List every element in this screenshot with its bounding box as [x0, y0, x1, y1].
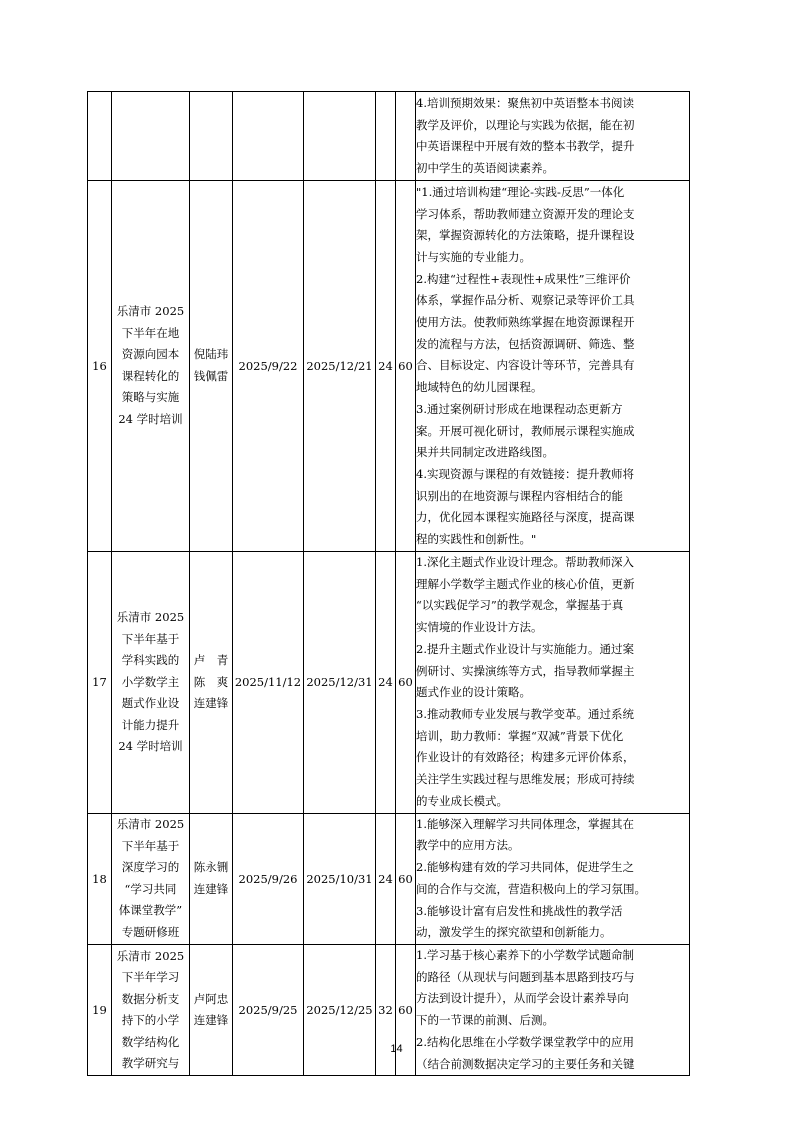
goal-line: 作业设计的有效路径；构建多元评价体系， [416, 750, 635, 765]
teacher-name: 卢阿忠 [193, 991, 229, 1006]
row-number-cell-text: 17 [92, 675, 107, 690]
capacity-cell [396, 944, 416, 1075]
goals-cell [416, 92, 690, 181]
goal-line: 1.学习基于核心素养下的小学数学试题命制 [416, 947, 634, 962]
goal-line: 理解小学数学主题式作业的核心价值，更新 [416, 576, 635, 591]
start-date-cell-text: 2025/11/12 [234, 675, 302, 690]
goal-line: 例研讨、实操演练等方式，指导教师掌握主 [416, 663, 635, 678]
capacity-cell [396, 92, 416, 181]
row-number-cell-text: 19 [92, 1003, 107, 1018]
teacher-name: 倪陆玮 [193, 347, 229, 362]
course-name-line: 学科实践的 [121, 653, 180, 668]
row-number-cell-text: 16 [92, 358, 107, 373]
course-name-line: 数据分析支 [121, 991, 180, 1006]
hours-cell [376, 944, 396, 1075]
course-name-line: 下半年基于 [121, 838, 180, 853]
goal-line: 2.提升主题式作业设计与实施能力。通过案 [416, 641, 634, 656]
goal-line: 3.推动教师专业发展与教学变革。通过系统 [416, 706, 634, 721]
start-date-cell [233, 944, 304, 1075]
teachers-cell [190, 551, 233, 813]
goal-line: 果并共同制定改进路线图。 [416, 445, 554, 460]
course-name-line: 持下的小学 [121, 1013, 180, 1028]
start-date-cell-text: 2025/9/22 [238, 358, 298, 373]
end-date-cell-text: 2025/12/21 [306, 358, 373, 373]
row-number-cell [88, 551, 112, 813]
goal-line: 发的流程与方法，包括资源调研、筛选、整 [416, 336, 635, 351]
table-body [88, 92, 690, 1076]
goals-cell [416, 551, 690, 813]
course-name-line: 计能力提升 [121, 717, 180, 732]
goal-line: 架，掌握资源转化的方法策略，提升课程设 [416, 228, 635, 243]
course-name-line: 乐清市 2025 [116, 304, 185, 319]
row-number-cell-text: 18 [92, 871, 107, 886]
course-name-line: 资源向园本 [121, 347, 180, 362]
row-number-cell [88, 92, 112, 181]
course-name-line: 课程转化的 [121, 368, 180, 383]
end-date-cell [304, 551, 376, 813]
table-row [88, 180, 690, 551]
course-name-line: 小学数学主 [121, 674, 180, 689]
teachers-cell [190, 944, 233, 1075]
capacity-cell-text: 60 [398, 675, 413, 690]
start-date-cell [233, 92, 304, 181]
course-name-line: 题式作业设 [121, 696, 180, 711]
page-number: 14 [390, 1043, 403, 1055]
hours-cell [376, 813, 396, 944]
hours-cell-text: 24 [378, 871, 393, 886]
hours-cell [376, 180, 396, 551]
goal-line: 的路径（从现状与问题到基本思路到技巧与 [416, 969, 635, 984]
goals-cell [416, 944, 690, 1075]
end-date-cell [304, 180, 376, 551]
start-date-cell [233, 813, 304, 944]
goal-line: 1.深化主题式作业设计理念。帮助教师深入 [416, 555, 634, 570]
end-date-cell [304, 944, 376, 1075]
hours-cell-text: 24 [378, 358, 393, 373]
goal-line: 识别出的在地资源与课程内容相结合的能 [416, 488, 623, 503]
goal-line: 2.结构化思维在小学数学课堂教学中的应用 [416, 1034, 634, 1049]
goal-line: 教学及评价，以理论与实践为依据，能在初 [416, 117, 635, 132]
goal-line: “以实践促学习”的教学观念，掌握基于真 [416, 598, 624, 613]
goal-line: 3.通过案例研讨形成在地课程动态更新方 [416, 401, 623, 416]
goal-line: 4.培训预期效果：聚焦初中英语整本书阅读 [416, 96, 634, 110]
goal-line: 的专业成长模式。 [416, 793, 508, 808]
goal-line: 2.能够构建有效的学习共同体，促进学生之 [416, 860, 634, 875]
course-name-cell [112, 944, 190, 1075]
teacher-name: 连建锋 [193, 696, 229, 711]
capacity-cell-text: 60 [398, 1003, 413, 1018]
table-row [88, 813, 690, 944]
row-number-cell [88, 944, 112, 1075]
end-date-cell [304, 813, 376, 944]
goal-line: 体系，掌握作品分析、观察记录等评价工具 [416, 293, 635, 308]
course-name-line: 下半年在地 [121, 325, 180, 340]
goal-line: 计与实施的专业能力。 [416, 249, 531, 264]
hours-cell [376, 551, 396, 813]
goals-cell [416, 813, 690, 944]
table-row [88, 92, 690, 181]
goal-line: 3.能够设计富有启发性和挑战性的教学活 [416, 903, 623, 918]
start-date-cell-text: 2025/9/25 [238, 1003, 298, 1018]
goal-line: 题式作业的设计策略。 [416, 685, 531, 700]
start-date-cell [233, 551, 304, 813]
goal-line: 间的合作与交流，营造积极向上的学习氛围。 [416, 881, 646, 896]
end-date-cell [304, 92, 376, 181]
course-name-line: 乐清市 2025 [116, 817, 185, 832]
end-date-cell-text: 2025/12/31 [306, 675, 373, 690]
teacher-name: 陈 爽 [193, 674, 229, 689]
training-plan-table [87, 91, 690, 1076]
goal-line: 地域特色的幼儿园课程。 [416, 380, 543, 395]
goal-line: 案。开展可视化研讨，教师展示课程实施成 [416, 423, 635, 438]
start-date-cell [233, 180, 304, 551]
course-name-line: 深度学习的 [121, 860, 180, 875]
course-name-line: 数学结构化 [121, 1034, 180, 1049]
course-name-line: “学习共同 [124, 881, 177, 896]
capacity-cell-text: 60 [398, 871, 413, 886]
goal-line: 下的一节课的前测、后测。 [416, 1013, 554, 1028]
goal-line: 4.实现资源与课程的有效链接：提升教师将 [416, 466, 634, 481]
course-name-line: 乐清市 2025 [116, 610, 185, 625]
course-name-line: 下半年学习 [121, 970, 180, 985]
goal-line: 程的实践性和创新性。" [416, 532, 537, 547]
hours-cell-text: 32 [378, 1003, 393, 1018]
teachers-cell [190, 92, 233, 181]
hours-cell [376, 92, 396, 181]
hours-cell-text: 24 [378, 675, 393, 690]
goal-line: 培训，助力教师：掌握“双减”背景下优化 [416, 728, 624, 743]
table-row [88, 551, 690, 813]
course-name-cell [112, 180, 190, 551]
goal-line: 力，优化园本课程实施路径与深度，提高课 [416, 510, 635, 525]
course-name-line: 24 学时培训 [118, 411, 183, 426]
capacity-cell-text: 60 [398, 358, 413, 373]
goal-line: 中英语课程中开展有效的整本书教学，提升 [416, 139, 635, 154]
goal-line: （结合前测数据决定学习的主要任务和关键 [416, 1056, 635, 1071]
teachers-cell [190, 813, 233, 944]
course-name-line: 专题研修班 [121, 924, 180, 939]
teacher-name: 陈永铏 [193, 860, 229, 875]
end-date-cell-text: 2025/10/31 [306, 871, 373, 886]
row-number-cell [88, 180, 112, 551]
goal-line: 初中学生的英语阅读素养。 [416, 161, 554, 176]
teacher-name: 连建锋 [193, 1013, 229, 1028]
course-name-line: 乐清市 2025 [116, 948, 185, 963]
course-name-cell [112, 92, 190, 181]
goal-line: 实情境的作业设计方法。 [416, 620, 543, 635]
course-name-cell [112, 551, 190, 813]
goal-line: 方法到设计提升），从而学会设计素养导向 [416, 991, 629, 1006]
capacity-cell [396, 551, 416, 813]
teacher-name: 连建锋 [193, 881, 229, 896]
start-date-cell-text: 2025/9/26 [238, 871, 298, 886]
table-row [88, 944, 690, 1075]
teachers-cell [190, 180, 233, 551]
goal-line: 学习体系，帮助教师建立资源开发的理论支 [416, 206, 635, 221]
course-name-line: 下半年基于 [121, 631, 180, 646]
goal-line: 关注学生实践过程与思维发展；形成可持续 [416, 772, 635, 787]
course-name-line: 24 学时培训 [118, 739, 183, 754]
end-date-cell-text: 2025/12/25 [306, 1003, 373, 1018]
teacher-name: 卢 青 [193, 653, 229, 668]
course-name-line: 策略与实施 [121, 390, 180, 405]
course-name-cell [112, 813, 190, 944]
goal-line: 合、目标设定、内容设计等环节，完善具有 [416, 358, 635, 373]
goal-line: 教学中的应用方法。 [416, 838, 520, 853]
capacity-cell [396, 813, 416, 944]
course-name-line: 教学研究与 [121, 1056, 180, 1071]
goal-line: 2.构建“过程性+表现性+成果性”三维评价 [416, 271, 631, 286]
goal-line: 使用方法。使教师熟练掌握在地资源课程开 [416, 315, 635, 330]
teacher-name: 钱佩雷 [193, 368, 229, 383]
course-name-line: 体课堂教学” [118, 903, 183, 918]
goal-line: "1.通过培训构建“理论-实践-反思”一体化 [416, 184, 625, 199]
capacity-cell [396, 180, 416, 551]
goal-line: 动，激发学生的探究欲望和创新能力。 [416, 925, 612, 940]
goal-line: 1.能够深入理解学习共同体理念，掌握其在 [416, 816, 634, 831]
goals-cell [416, 180, 690, 551]
row-number-cell [88, 813, 112, 944]
